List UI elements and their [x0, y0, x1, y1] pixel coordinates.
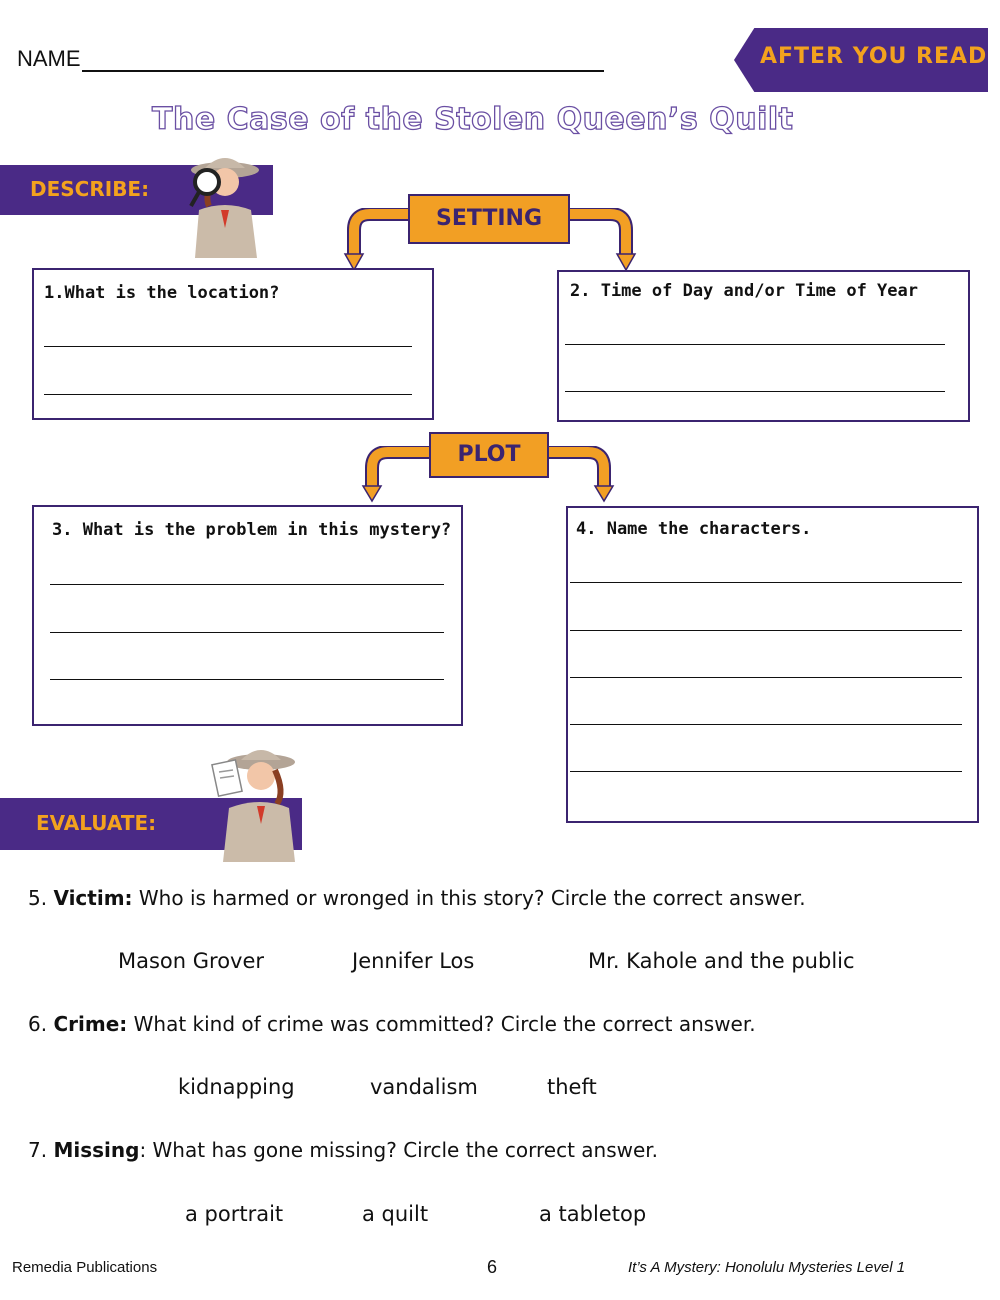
- q7-number: 7.: [28, 1138, 48, 1162]
- q7-option[interactable]: a portrait: [185, 1202, 284, 1226]
- q7-keyword: Missing: [53, 1138, 140, 1162]
- question-7: [28, 1138, 658, 1162]
- question-4: 4. Name the characters.: [576, 519, 812, 539]
- answer-line[interactable]: [50, 584, 444, 585]
- question-2: 2. Time of Day and/or Time of Year: [570, 281, 918, 301]
- page-title: The Case of the Stolen Queen’s Quilt: [152, 102, 794, 137]
- q5-number: 5.: [28, 886, 48, 910]
- footer-series: It’s A Mystery: Honolulu Mysteries Level 1: [628, 1259, 906, 1276]
- setting-label: SETTING: [435, 206, 543, 231]
- answer-line[interactable]: [570, 771, 962, 772]
- answer-line[interactable]: [565, 391, 945, 392]
- question-5: [28, 886, 806, 910]
- evaluate-label: EVALUATE:: [36, 811, 157, 835]
- name-line[interactable]: [82, 70, 604, 72]
- question-6: [28, 1012, 756, 1036]
- q7-option[interactable]: a tabletop: [539, 1202, 647, 1226]
- answer-line[interactable]: [570, 630, 962, 631]
- footer-page-number: 6: [487, 1257, 498, 1277]
- answer-line[interactable]: [570, 724, 962, 725]
- answer-line[interactable]: [50, 679, 444, 680]
- footer-publisher: Remedia Publications: [12, 1259, 158, 1276]
- detective-magnifier-icon: [165, 148, 275, 258]
- setting-box: [408, 194, 570, 244]
- q6-keyword: Crime:: [53, 1012, 128, 1036]
- q6-option[interactable]: kidnapping: [178, 1075, 295, 1099]
- q6-option[interactable]: theft: [547, 1075, 597, 1099]
- q5-text: Who is harmed or wronged in this story? Circle the correct answer.: [138, 886, 806, 910]
- answer-line[interactable]: [44, 394, 412, 395]
- answer-line[interactable]: [50, 632, 444, 633]
- answer-line[interactable]: [570, 677, 962, 678]
- answer-line[interactable]: [570, 582, 962, 583]
- name-label: NAME: [17, 46, 81, 71]
- q5-keyword: Victim:: [53, 886, 133, 910]
- q6-text: What kind of crime was committed? Circle the correct answer.: [133, 1012, 756, 1036]
- q5-option[interactable]: Mr. Kahole and the public: [588, 949, 855, 973]
- q5-option[interactable]: Jennifer Los: [352, 949, 475, 973]
- characters-question-box: [566, 506, 979, 823]
- answer-line[interactable]: [565, 344, 945, 345]
- q5-option[interactable]: Mason Grover: [118, 949, 265, 973]
- q6-number: 6.: [28, 1012, 48, 1036]
- plot-label: PLOT: [457, 442, 521, 467]
- q7-text: : What has gone missing? Circle the correct answer.: [139, 1138, 659, 1162]
- question-3: 3. What is the problem in this mystery?: [52, 520, 452, 540]
- question-1: 1.What is the location?: [44, 283, 280, 303]
- q7-option[interactable]: a quilt: [362, 1202, 429, 1226]
- after-you-read-label: AFTER YOU READ: [760, 44, 988, 69]
- describe-label: DESCRIBE:: [30, 177, 150, 201]
- answer-line[interactable]: [44, 346, 412, 347]
- plot-box: [429, 432, 549, 478]
- detective-paper-icon: [195, 742, 305, 862]
- q6-option[interactable]: vandalism: [370, 1075, 478, 1099]
